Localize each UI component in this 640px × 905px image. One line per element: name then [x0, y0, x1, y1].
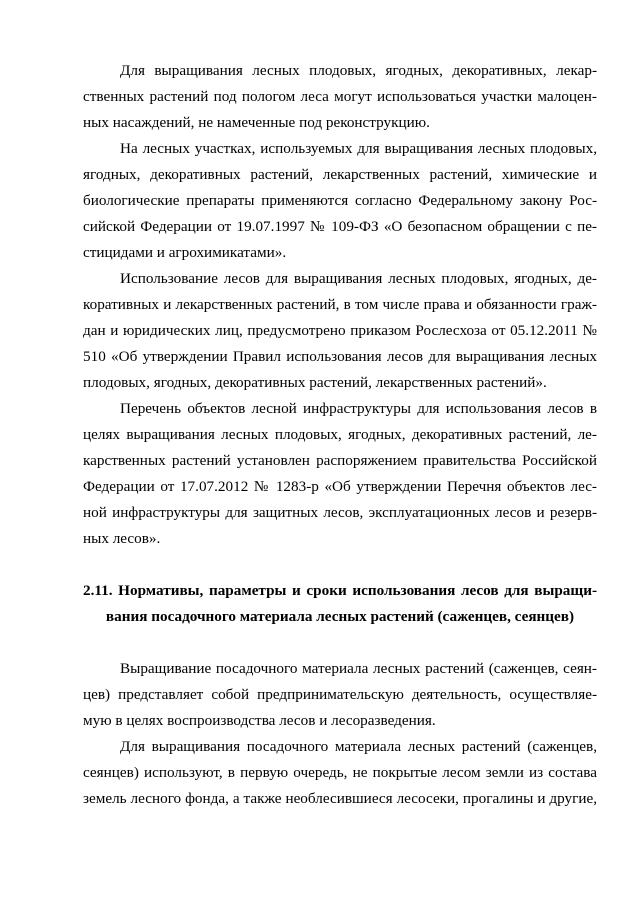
text-line: Федерации от 17.07.2012 № 1283-р «Об утверждении Перечня объектов лес-: [83, 478, 597, 495]
text-line: плодовых, ягодных, декоративных растений, лекарственных растений».: [83, 374, 547, 391]
text-line: сийской Федерации от 19.07.1997 № 109-ФЗ «О безопасном обращении с пе-: [83, 218, 597, 235]
text-line: биологические препараты применяются согласно Федеральному закону Рос-: [83, 192, 597, 209]
text-line: Для выращивания посадочного материала лесных растений (саженцев,: [120, 738, 597, 755]
text-line: земель лесного фонда, а также необлесившиеся лесосеки, прогалины и другие,: [83, 790, 597, 807]
text-line: ной инфраструктуры для защитных лесов, эксплуатационных лесов и резерв-: [83, 504, 597, 521]
text-line: На лесных участках, используемых для выращивания лесных плодовых,: [120, 140, 597, 157]
text-line: цев) представляет собой предпринимательскую деятельность, осуществляе-: [83, 686, 597, 703]
text-line: ственных растений под пологом леса могут использоваться участки малоцен-: [83, 88, 597, 105]
text-line: сеянцев) используют, в первую очередь, не покрытые лесом земли из состава: [83, 764, 597, 781]
text-line: Выращивание посадочного материала лесных растений (саженцев, сеян-: [120, 660, 597, 677]
text-line: стицидами и агрохимикатами».: [83, 244, 287, 261]
text-line: мую в целях воспроизводства лесов и лесоразведения.: [83, 712, 436, 729]
section-heading-line-2: вания посадочного материала лесных растений (саженцев, сеянцев): [105, 608, 575, 625]
text-line: дан и юридических лиц, предусмотрено приказом Рослесхоза от 05.12.2011 №: [83, 322, 597, 339]
text-line: ных лесов».: [83, 530, 161, 547]
text-line: целях выращивания лесных плодовых, ягодных, декоративных растений, ле-: [83, 426, 597, 443]
text-line: 510 «Об утверждении Правил использования лесов для выращивания лесных: [83, 348, 597, 365]
text-line: ягодных, декоративных растений, лекарственных растений, химические и: [83, 166, 597, 183]
text-line: ных насаждений, не намеченные под реконструкцию.: [83, 114, 430, 131]
text-line: Использование лесов для выращивания лесных плодовых, ягодных, де-: [120, 270, 597, 287]
text-line: коративных и лекарственных растений, в том числе права и обязанности граж-: [83, 296, 597, 313]
text-line: карственных растений установлен распоряжением правительства Российской: [83, 452, 597, 469]
section-heading-line-1: 2.11. Нормативы, параметры и сроки использования лесов для выращи-: [83, 582, 597, 599]
text-line: Для выращивания лесных плодовых, ягодных, декоративных, лекар-: [120, 62, 597, 79]
text-line: Перечень объектов лесной инфраструктуры для использования лесов в: [120, 400, 597, 417]
